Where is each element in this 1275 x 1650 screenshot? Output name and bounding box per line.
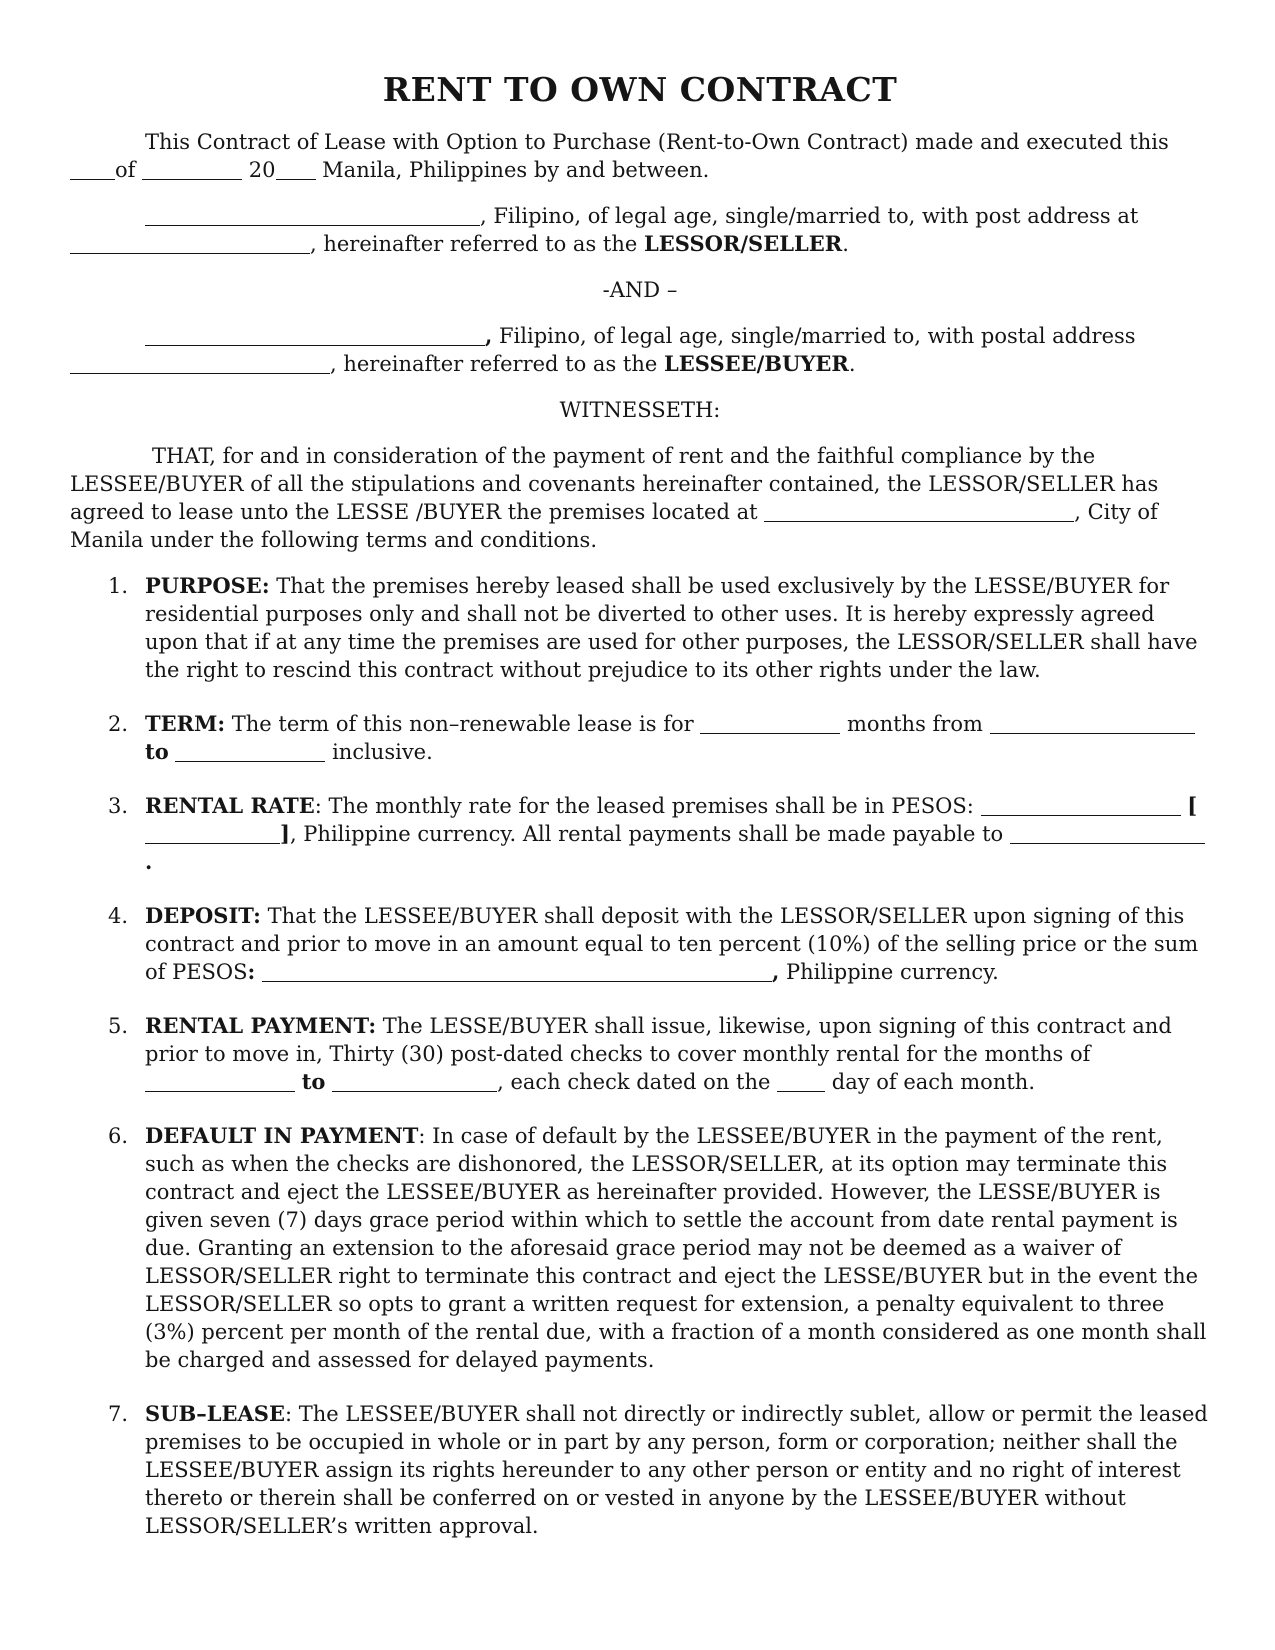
bold-text: LESSOR/SELLER	[643, 231, 843, 256]
item-text	[145, 712, 1195, 764]
fill-in-blank	[764, 509, 1074, 522]
text	[325, 1070, 332, 1094]
text	[295, 1070, 302, 1094]
contract-item-rental-payment	[70, 1012, 1210, 1096]
fill-in-blank	[70, 167, 115, 180]
bold-text: PURPOSE:	[145, 573, 270, 598]
fill-in-blank	[145, 831, 280, 844]
fill-in-blank	[990, 721, 1195, 734]
contract-item-default-in-payment	[70, 1122, 1210, 1374]
document-title: RENT TO OWN CONTRACT	[382, 70, 898, 109]
text: day of each month.	[825, 1070, 1035, 1094]
fill-in-blank	[142, 167, 242, 180]
text: The term of this non–renewable lease is for	[225, 712, 701, 736]
fill-in-blank	[145, 1079, 295, 1092]
contract-item-rental-rate	[70, 792, 1210, 876]
item-text	[145, 904, 1198, 984]
contract-item-purpose	[70, 572, 1210, 684]
item-text	[145, 574, 1198, 682]
text: of	[115, 158, 143, 182]
fill-in-blank	[332, 1079, 497, 1092]
bold-text: to	[301, 1069, 326, 1094]
lessee-paragraph	[70, 322, 1210, 378]
bold-text: DEPOSIT:	[145, 903, 261, 928]
contract-item-sub-lease	[70, 1400, 1210, 1540]
item-number: 6.	[108, 1124, 129, 1148]
bold-text: RENTAL RATE	[145, 793, 315, 818]
text: Manila, Philippines by and between.	[315, 158, 710, 182]
fill-in-blank	[276, 167, 316, 180]
text: , hereinafter referred to as the	[330, 352, 664, 376]
bold-text: LESSEE/BUYER	[663, 351, 849, 376]
text: 20	[242, 158, 276, 182]
fill-in-blank	[175, 749, 325, 762]
item-text	[145, 1014, 1172, 1094]
item-number: 2.	[108, 712, 129, 736]
text: This Contract of Lease with Option to Purchase (Rent-to-Own Contract) made and executed this	[145, 130, 1169, 154]
bold-text: DEFAULT IN PAYMENT	[145, 1123, 419, 1148]
contract-item-term	[70, 710, 1210, 766]
item-number: 4.	[108, 904, 129, 928]
text: That the LESSEE/BUYER shall deposit with the LESSOR/SELLER upon signing of this contract and prior to move in an amount equal to ten percent (10%) of the selling price or the sum of PESOS	[145, 904, 1199, 984]
bold-text: to	[145, 739, 169, 764]
text: THAT, for and in consideration of the payment of rent and the faithful compliance by the LESSEE/BUYER of all the stipulations and covenants hereinafter contained, the LESSOR/SELLER has agreed to lease unto the LESSE /BUYER the premises located at	[70, 444, 1159, 524]
text: months from	[840, 712, 990, 736]
bold-text: ,	[772, 959, 780, 984]
text: That the premises hereby leased shall be used exclusively by the LESSE/BUYER for residential purposes only and shall not be diverted to other uses. It is hereby expressly agreed upon that if at any time the premises are used for other purposes, the LESSOR/SELLER shall have the right to rescind this contract without prejudice to its other rights under the law.	[145, 574, 1198, 682]
bold-text: ,	[485, 323, 493, 348]
contract-item-deposit	[70, 902, 1210, 986]
item-text	[145, 1402, 1208, 1538]
fill-in-blank	[145, 333, 485, 346]
fill-in-blank	[262, 969, 772, 982]
text: , City of Manila under the following terms and conditions.	[70, 500, 1158, 552]
bold-text: [	[1187, 793, 1198, 818]
lessor-paragraph	[70, 202, 1210, 258]
fill-in-blank	[70, 361, 330, 374]
intro-paragraph	[70, 128, 1210, 184]
bold-text: :	[247, 959, 256, 984]
bold-text: TERM:	[145, 711, 226, 736]
fill-in-blank	[700, 721, 840, 734]
text: inclusive.	[325, 740, 433, 764]
and-separator: -AND –	[602, 278, 678, 302]
fill-in-blank	[777, 1079, 825, 1092]
item-number: 1.	[108, 574, 129, 598]
text: , Filipino, of legal age, single/married to, with post address at	[480, 204, 1139, 228]
text	[169, 740, 176, 764]
text: , hereinafter referred to as the	[310, 232, 644, 256]
text: .	[842, 232, 849, 256]
text: : In case of default by the LESSEE/BUYER in the payment of the rent, such as when the checks are dishonored, the LESSOR/SELLER, at its option may terminate this contract and eject the LESSEE/BUYER as hereinafter provided. However, the LESSE/BUYER is given seven (7) days grace period within which to settle the account from date rental payment is due. Granting an extension to the aforesaid grace period may not be deemed as a waiver of LESSOR/SELLER right to terminate this contract and eject the LESSE/BUYER but in the event the LESSOR/SELLER so opts to grant a written request for extension, a penalty equivalent to three (3%) percent per month of the rental due, with a fraction of a month considered as one month shall be charged and assessed for delayed payments.	[145, 1124, 1207, 1372]
text: Philippine currency.	[779, 960, 999, 984]
bold-text: .	[145, 849, 153, 874]
text	[255, 960, 262, 984]
witnesseth-paragraph	[70, 442, 1210, 554]
item-text	[145, 1124, 1206, 1372]
text: , Philippine currency. All rental payments shall be made payable to	[289, 822, 1010, 846]
text: : The monthly rate for the leased premises shall be in PESOS:	[314, 794, 981, 818]
item-number: 5.	[108, 1014, 129, 1038]
text: .	[848, 352, 856, 376]
text: Filipino, of legal age, single/married to, with postal address	[492, 324, 1136, 348]
witnesseth-heading: WITNESSETH:	[559, 398, 721, 422]
item-number: 7.	[108, 1402, 129, 1426]
bold-text: RENTAL PAYMENT:	[145, 1013, 377, 1038]
fill-in-blank	[70, 241, 310, 254]
item-text	[145, 794, 1205, 874]
fill-in-blank	[145, 213, 480, 226]
text: The LESSE/BUYER shall issue, likewise, upon signing of this contract and prior to move in, Thirty (30) post-dated checks to cover monthly rental for the months of	[145, 1014, 1172, 1066]
text: : The LESSEE/BUYER shall not directly or indirectly sublet, allow or permit the leased premises to be occupied in whole or in part by any person, form or corporation; neither shall the LESSEE/BUYER assign its rights hereunder to any other person or entity and no right of interest thereto or therein shall be conferred on or vested in anyone by the LESSEE/BUYER without LESSOR/SELLER’s written approval.	[145, 1402, 1208, 1538]
fill-in-blank	[1010, 831, 1205, 844]
fill-in-blank	[981, 803, 1181, 816]
bold-text: ]	[280, 821, 290, 846]
text: , each check dated on the	[497, 1070, 778, 1094]
item-number: 3.	[108, 794, 129, 818]
bold-text: SUB–LEASE	[145, 1401, 285, 1426]
